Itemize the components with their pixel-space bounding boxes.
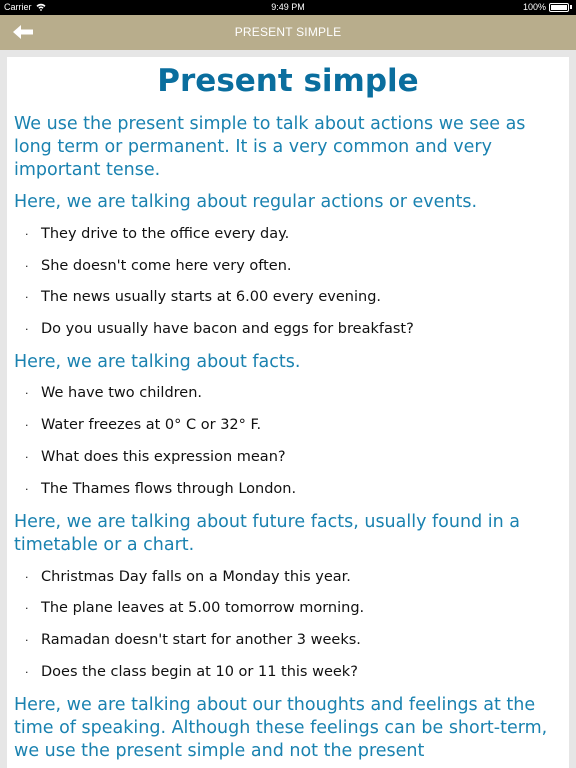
battery-icon (549, 3, 569, 12)
example-text: The news usually starts at 6.00 every evening. (41, 289, 382, 305)
bullet-icon: · (25, 260, 29, 273)
section-heading-future-facts: Here, we are talking about future facts, usually found in a timetable or a chart. (14, 512, 520, 555)
bullet-icon: · (25, 571, 29, 584)
list-item (25, 631, 565, 650)
content-frame (0, 50, 576, 768)
list-item (25, 568, 565, 587)
list-item (25, 225, 565, 244)
lesson-content[interactable] (7, 57, 569, 768)
section-heading-facts: Here, we are talking about facts. (14, 352, 301, 372)
example-text: What does this expression mean? (41, 449, 286, 465)
battery-percent: 100% (522, 2, 546, 12)
example-text: Does the class begin at 10 or 11 this week? (41, 664, 358, 680)
bullet-icon: · (25, 323, 29, 336)
list-item (25, 384, 565, 403)
list-item (25, 448, 565, 467)
list-item (25, 663, 565, 682)
example-text: Do you usually have bacon and eggs for breakfast? (41, 321, 414, 337)
nav-bar (0, 15, 576, 50)
list-item (25, 480, 565, 499)
battery-indicator (523, 2, 572, 12)
bullet-icon: · (25, 419, 29, 432)
example-text: We have two children. (41, 385, 203, 401)
example-text: Ramadan doesn't start for another 3 weeks. (41, 632, 361, 648)
list-item (25, 599, 565, 618)
section-heading-thoughts-feelings: Here, we are talking about our thoughts and feelings at the time of speaking. Although these feelings can be short-term, we use the present simple and not the present (14, 695, 548, 761)
bullet-icon: · (25, 483, 29, 496)
bullet-icon: · (25, 291, 29, 304)
list-item (25, 257, 565, 276)
intro-paragraph: We use the present simple to talk about actions we see as long term or permanent. It is a very common and very important tense. (14, 114, 526, 180)
example-text: They drive to the office every day. (41, 226, 290, 242)
bullet-icon: · (25, 451, 29, 464)
clock: 9:49 PM (271, 2, 305, 12)
carrier-label: Carrier (4, 2, 32, 12)
bullet-icon: · (25, 666, 29, 679)
list-item (25, 416, 565, 435)
bullet-icon: · (25, 602, 29, 615)
battery-tip (570, 5, 572, 9)
example-text: She doesn't come here very often. (41, 258, 292, 274)
example-text: Christmas Day falls on a Monday this year. (41, 569, 351, 585)
section-heading-regular-actions: Here, we are talking about regular actions or events. (14, 192, 478, 212)
page-title: PRESENT SIMPLE (234, 25, 342, 39)
list-item (25, 320, 565, 339)
bullet-icon: · (25, 634, 29, 647)
example-text: Water freezes at 0° C or 32° F. (41, 417, 262, 433)
bullet-icon: · (25, 387, 29, 400)
list-item (25, 288, 565, 307)
bullet-icon: · (25, 228, 29, 241)
example-text: The Thames flows through London. (41, 481, 297, 497)
lesson-title: Present simple (157, 63, 419, 99)
status-bar (0, 0, 576, 15)
example-text: The plane leaves at 5.00 tomorrow morning. (41, 600, 365, 616)
